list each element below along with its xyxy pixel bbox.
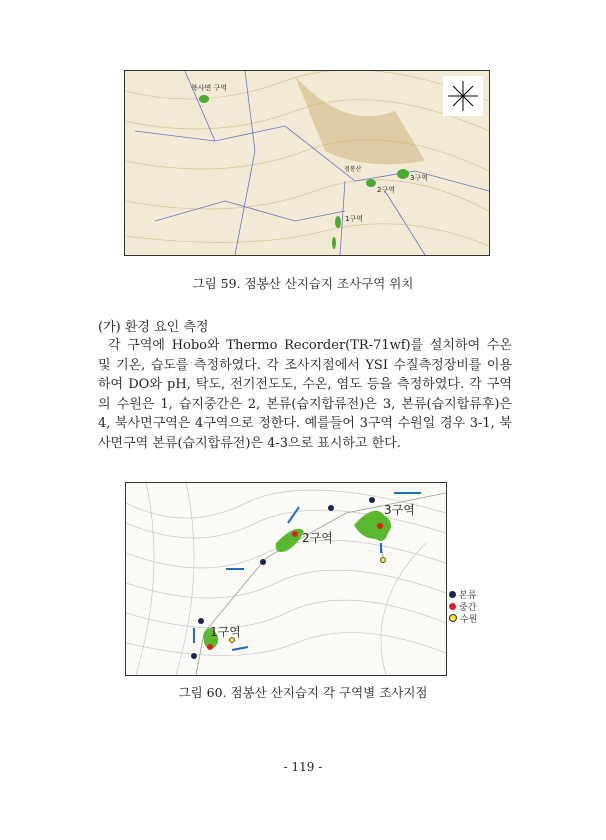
- label-peak: 점봉산: [344, 166, 362, 173]
- topographic-map: [125, 71, 489, 255]
- label-zone2: 2구역: [377, 186, 395, 194]
- survey-point-map: [125, 482, 447, 676]
- figure-59-caption: 그림 59. 점봉산 산지습지 조사구역 위치: [192, 276, 414, 291]
- label-zone3: 3구역: [384, 503, 415, 517]
- legend-item-mainstream: 본류: [449, 588, 477, 600]
- body-paragraph: 각 구역에 Hobo와 Thermo Recorder(TR-71wf)를 설치하여 수온 및 기온, 습도를 측정하였다. 각 조사지점에서 YSI 수질측정장비를 이용하여 DO와 pH, 탁도, 전기전도도, 수온, 염도 등을 측정하였다. 각 구역의 수원은 1, 습지중간은 2, 본류(습지합류전)은 3, 본류(습지합류후)은 4, 북사면구역은 4구역으로 정한다. 예를들어 3구역 수원일 경우 3-1, 북사면구역 본류(습지합류전)은 4-3으로 표시하고 한다.: [98, 338, 512, 451]
- map-legend: [449, 588, 477, 624]
- label-north-zone: 북사면 구역: [191, 84, 228, 92]
- label-zone3: 3구역: [410, 174, 428, 182]
- label-zone1: 1구역: [345, 215, 363, 223]
- legend-item-source: 수원: [449, 612, 477, 624]
- section-heading: (가) 환경 요인 측정: [98, 320, 209, 335]
- label-zone2: 2구역: [302, 531, 333, 545]
- page-number: - 119 -: [283, 760, 323, 774]
- location-map: [124, 70, 490, 256]
- label-zone1: 1구역: [210, 625, 241, 639]
- figure-60-caption: 그림 60. 점봉산 산지습지 각 구역별 조사지점: [178, 685, 428, 700]
- legend-item-middle: 중간: [449, 600, 477, 612]
